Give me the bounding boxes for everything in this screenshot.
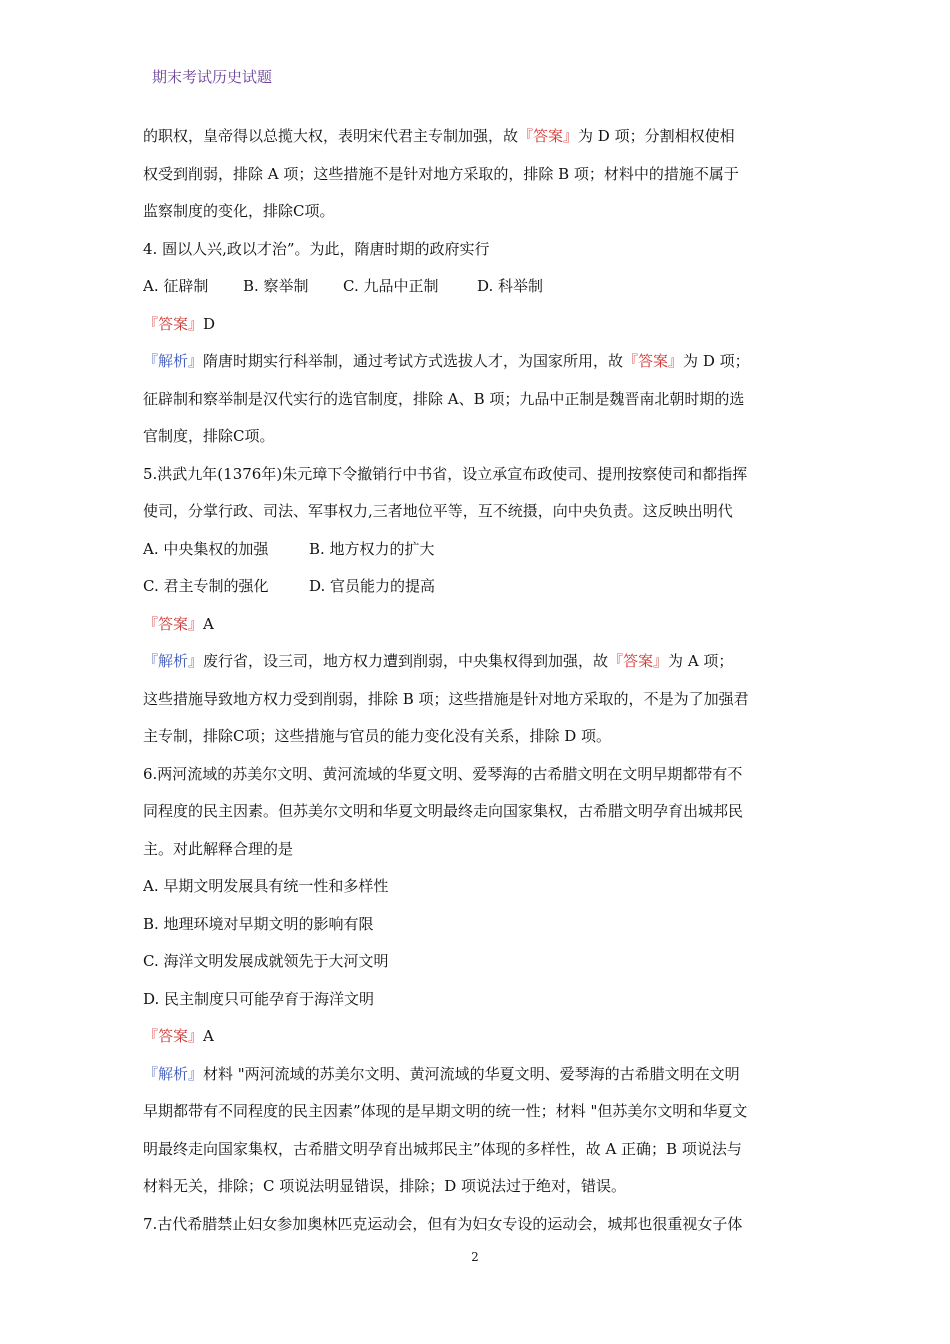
document-body	[143, 118, 811, 1243]
text-line: 监察制度的变化，排除C项。	[143, 202, 335, 220]
answer-value: A	[203, 614, 214, 633]
option-a: A. 早期文明发展具有统一性和多样性	[143, 877, 389, 895]
text-span: 为 A 项；	[668, 652, 734, 670]
option-a: A. 征辟制	[143, 277, 209, 295]
option-d: D. 官员能力的提高	[309, 577, 436, 595]
question-4: 4. 圄以人兴,政以才治”。为此，隋唐时期的政府实行	[143, 239, 490, 258]
text-line: 明最终走向国家集权，古希腊文明孕育出城邦民主”体现的多样性，故 A 正确；B 项说法与	[143, 1139, 742, 1158]
text-line: 这些措施导致地方权力受到削弱，排除 B 项；这些措施是针对地方采取的，不是为了加强君	[143, 689, 749, 708]
text-span: 隋唐时期实行科举制，通过考试方式选拔人才，为国家所用，故	[203, 352, 624, 370]
answer-label: 『答案』	[143, 614, 204, 633]
text-line: 主。对此解释合理的是	[143, 839, 294, 858]
option-d: D. 科举制	[477, 277, 544, 295]
question-5-options-row1	[143, 531, 811, 569]
question-4-options	[143, 268, 811, 306]
text-line: 材料无关，排除；C 项说法明显错误，排除；D 项说法过于绝对，错误。	[143, 1177, 627, 1195]
text-span: 为 D 项；分割相权使相	[578, 127, 735, 145]
question-6: 6.两河流域的苏美尔文明、黄河流域的华夏文明、爱琴海的古希腊文明在文明早期都带有不	[143, 764, 743, 783]
option-c: C. 海洋文明发展成就领先于大河文明	[143, 952, 389, 970]
answer-label: 『答案』	[518, 127, 579, 145]
page-header: 期末考试历史试题	[152, 68, 273, 86]
page-number: 2	[471, 1250, 479, 1264]
text-line: 主专制，排除C项；这些措施与官员的能力变化没有关系，排除 D 项。	[143, 727, 612, 745]
text-line: 官制度，排除C项。	[143, 427, 275, 445]
text-span: 为 D 项；	[683, 352, 750, 370]
option-a: A. 中央集权的加强	[143, 539, 269, 558]
option-b: B. 察举制	[243, 277, 309, 295]
explanation-line	[143, 1056, 811, 1094]
text-line: 征辟制和察举制是汉代实行的选官制度，排除 A、B 项；九品中正制是魏晋南北朝时期的选	[143, 389, 745, 408]
answer-line	[143, 1018, 811, 1056]
option-b: B. 地方权力的扩大	[309, 539, 435, 558]
option-d: D. 民主制度只可能孕育于海洋文明	[143, 989, 375, 1008]
text-line: 权受到削弱，排除 A 项；这些措施不是针对地方采取的，排除 B 项；材料中的措施不属于	[143, 164, 739, 183]
answer-line	[143, 306, 811, 344]
answer-label: 『答案』	[143, 314, 204, 333]
option-c: C. 九品中正制	[343, 277, 439, 295]
text-line	[143, 118, 811, 156]
answer-value: A	[203, 1027, 214, 1045]
question-7: 7.古代希腊禁止妇女参加奥林匹克运动会，但有为妇女专设的运动会，城邦也很重视女子体	[143, 1214, 743, 1233]
answer-line	[143, 606, 811, 644]
explanation-label: 『解析』	[143, 1064, 204, 1083]
question-5: 5.洪武九年(1376年)朱元璋下令撤销行中书省，设立承宣布政使司、提刑按察使司和都指挥	[143, 464, 748, 483]
text-span: 的职权，皇帝得以总揽大权，表明宋代君主专制加强，故	[143, 127, 519, 145]
text-line: 使司，分掌行政、司法、军事权力,三者地位平等，互不统摄，向中央负责。这反映出明代	[143, 502, 733, 520]
answer-label: 『答案』	[623, 352, 684, 370]
explanation-line	[143, 343, 811, 381]
explanation-line	[143, 643, 811, 681]
option-b: B. 地理环境对早期文明的影响有限	[143, 914, 374, 933]
text-line: 同程度的民主因素。但苏美尔文明和华夏文明最终走向国家集权，古希腊文明孕育出城邦民	[143, 802, 744, 820]
answer-label: 『答案』	[608, 652, 669, 670]
text-line: 早期都带有不同程度的民主因素”体现的是早期文明的统一性；材料 "但苏美尔文明和华夏文	[143, 1102, 748, 1120]
text-span: 材料 "两河流域的苏美尔文明、黄河流域的华夏文明、爱琴海的古希腊文明在文明	[203, 1064, 740, 1083]
answer-label: 『答案』	[143, 1027, 204, 1045]
text-span: 废行省，设三司，地方权力遭到削弱，中央集权得到加强，故	[203, 652, 609, 670]
answer-value: D	[203, 314, 216, 333]
explanation-label: 『解析』	[143, 652, 204, 670]
question-5-options-row2	[143, 568, 811, 606]
explanation-label: 『解析』	[143, 352, 204, 370]
option-c: C. 君主专制的强化	[143, 577, 269, 595]
